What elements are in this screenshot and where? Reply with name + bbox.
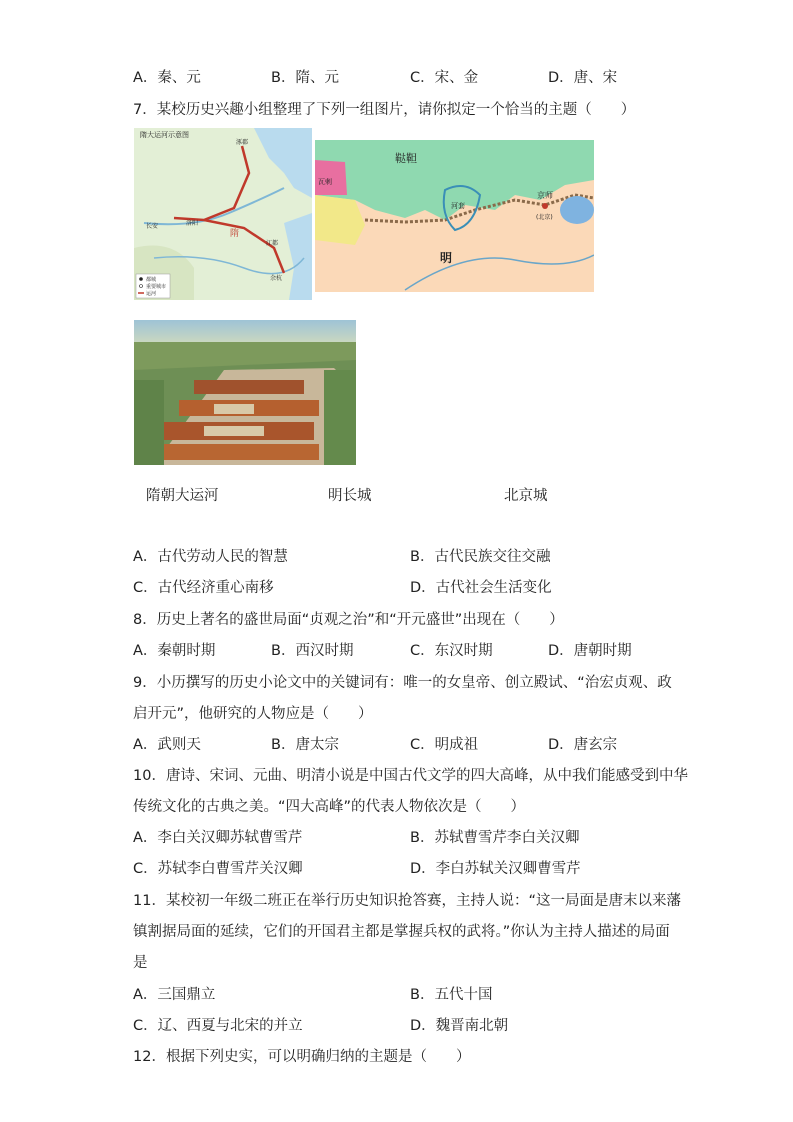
q7-stem: 7．某校历史兴趣小组整理了下列一组图片，请你拟定一个恰当的主题（ ） xyxy=(133,102,636,118)
q6-option-d[interactable]: D．唐、宋 xyxy=(548,70,618,86)
canal-city-changan: 长安 xyxy=(146,223,159,230)
q6-option-c[interactable]: C．宋、金 xyxy=(410,70,479,86)
q11-option-b[interactable]: B．五代十国 xyxy=(410,987,493,1003)
q6-option-a[interactable]: A．秦、元 xyxy=(133,70,201,86)
q11-stem-line3: 是 xyxy=(133,955,148,971)
q9-option-b[interactable]: B．唐太宗 xyxy=(271,737,339,753)
q9-option-a[interactable]: A．武则天 xyxy=(133,737,201,753)
q9-option-c[interactable]: C．明成祖 xyxy=(410,737,479,753)
wall-map-country: 明 xyxy=(440,251,453,265)
q8-option-c[interactable]: C．东汉时期 xyxy=(410,643,493,659)
q10-option-d[interactable]: D．李白苏轼关汉卿曹雪芹 xyxy=(410,861,581,877)
legend-canal: 运河 xyxy=(146,291,157,297)
canal-city-yuhang: 余杭 xyxy=(270,275,283,282)
q7-option-d[interactable]: D．古代社会生活变化 xyxy=(410,580,552,596)
q9-option-d[interactable]: D．唐玄宗 xyxy=(548,737,618,753)
q7-option-c[interactable]: C．古代经济重心南移 xyxy=(133,580,274,596)
sui-grand-canal-map xyxy=(134,128,312,300)
wall-map-middle: 河套 xyxy=(451,202,465,210)
q11-stem-line1: 11．某校初一年级二班正在举行历史知识抢答赛，主持人说：“这一局面是唐末以来藩 xyxy=(133,893,681,909)
q10-stem-line1: 10．唐诗、宋词、元曲、明清小说是中国古代文学的四大高峰，从中我们能感受到中华 xyxy=(133,768,688,784)
canal-city-luoyang: 洛阳 xyxy=(186,220,199,227)
q6-option-b[interactable]: B．隋、元 xyxy=(271,70,339,86)
q8-option-a[interactable]: A．秦朝时期 xyxy=(133,643,216,659)
caption-beijing: 北京城 xyxy=(504,488,548,504)
q9-stem-line2: 启开元”，他研究的人物应是（ ） xyxy=(133,706,373,722)
wall-map-north: 鞑靼 xyxy=(395,152,417,165)
wall-map-capital-note: (北京) xyxy=(536,214,553,221)
q11-option-a[interactable]: A．三国鼎立 xyxy=(133,987,216,1003)
q10-option-a[interactable]: A．李白关汉卿苏轼曹雪芹 xyxy=(133,830,303,846)
q7-option-b[interactable]: B．古代民族交往交融 xyxy=(410,549,551,565)
caption-great-wall: 明长城 xyxy=(328,488,372,504)
canal-map-title: 隋大运河示意图 xyxy=(140,131,189,139)
canal-city-zhuojun: 涿郡 xyxy=(236,139,249,146)
q8-stem: 8．历史上著名的盛世局面“贞观之治”和“开元盛世”出现在（ ） xyxy=(133,612,564,628)
q10-option-b[interactable]: B．苏轼曹雪芹李白关汉卿 xyxy=(410,830,580,846)
wall-map-west: 瓦剌 xyxy=(318,178,332,186)
wall-map-capital: 京师 xyxy=(537,191,553,200)
q7-option-a[interactable]: A．古代劳动人民的智慧 xyxy=(133,549,288,565)
canal-map-region: 隋 xyxy=(230,229,240,239)
q11-stem-line2: 镇割据局面的延续，它们的开国君主都是掌握兵权的武将。”你认为主持人描述的局面 xyxy=(133,924,670,940)
q12-stem: 12．根据下列史实，可以明确归纳的主题是（ ） xyxy=(133,1049,471,1065)
canal-city-jiangdu: 江都 xyxy=(266,240,279,247)
q8-option-b[interactable]: B．西汉时期 xyxy=(271,643,354,659)
q11-option-c[interactable]: C．辽、西夏与北宋的并立 xyxy=(133,1018,303,1034)
legend-city: 重要城市 xyxy=(146,284,167,290)
q9-stem-line1: 9．小历撰写的历史小论文中的关键词有：唯一的女皇帝、创立殿试、“治宏贞观、政 xyxy=(133,675,672,691)
q10-stem-line2: 传统文化的古典之美。“四大高峰”的代表人物依次是（ ） xyxy=(133,799,526,815)
caption-grand-canal: 隋朝大运河 xyxy=(146,488,219,504)
ming-great-wall-map xyxy=(315,140,594,292)
q8-option-d[interactable]: D．唐朝时期 xyxy=(548,643,632,659)
legend-capital: 都城 xyxy=(146,277,157,283)
q11-option-d[interactable]: D．魏晋南北朝 xyxy=(410,1018,509,1034)
q10-option-c[interactable]: C．苏轼李白曹雪芹关汉卿 xyxy=(133,861,303,877)
beijing-city-photo xyxy=(134,320,356,465)
